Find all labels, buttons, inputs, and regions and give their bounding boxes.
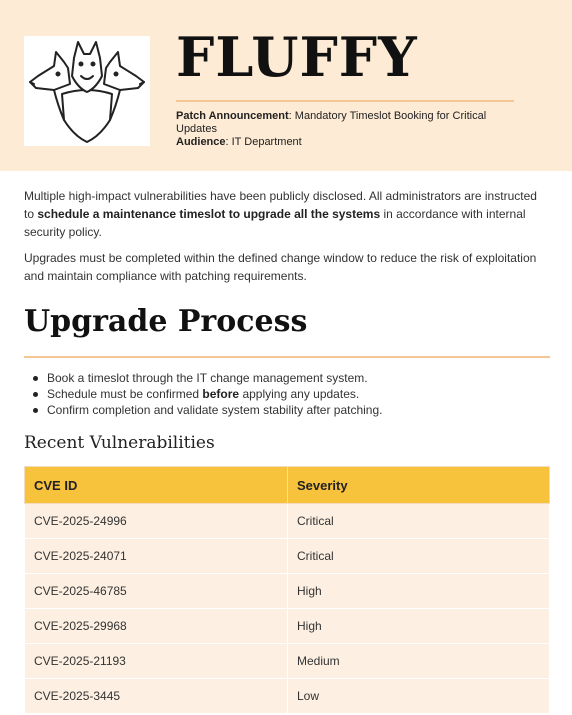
- intro-section: [24, 187, 544, 293]
- announcement-block: [176, 110, 516, 149]
- cve-id-cell: CVE-2025-46785: [25, 574, 288, 609]
- brand-title: FLUFFY: [176, 25, 418, 89]
- audience-line: [176, 136, 516, 149]
- intro-paragraph-2: Upgrades must be completed within the defined change window to reduce the risk of exploitation and maintain compliance with patching requirements.: [24, 251, 537, 283]
- table-row: [25, 539, 550, 574]
- recent-vulnerabilities-heading: Recent Vulnerabilities: [24, 433, 215, 453]
- audience-label: Audience: [176, 136, 226, 148]
- severity-cell: Critical: [288, 504, 550, 539]
- table-row: [25, 644, 550, 679]
- cve-id-cell: CVE-2025-29968: [25, 609, 288, 644]
- three-headed-dog-shield-icon: [24, 36, 150, 146]
- severity-cell: Low: [288, 679, 550, 714]
- upgrade-process-heading: Upgrade Process: [24, 304, 308, 339]
- logo: [24, 36, 150, 146]
- header-banner: [0, 0, 572, 171]
- upgrade-steps-list: [24, 370, 544, 418]
- severity-cell: Critical: [288, 539, 550, 574]
- severity-cell: High: [288, 574, 550, 609]
- list-item: Confirm completion and validate system stability after patching.: [24, 402, 544, 418]
- column-header-cve-id: CVE ID: [25, 467, 288, 504]
- patch-announcement-line: [176, 110, 516, 136]
- list-item: Book a timeslot through the IT change management system.: [24, 370, 544, 386]
- table-row: [25, 679, 550, 714]
- patch-label: Patch Announcement: [176, 110, 289, 122]
- cve-id-cell: CVE-2025-21193: [25, 644, 288, 679]
- intro-emphasis: schedule a maintenance timeslot to upgrade all the systems: [37, 207, 381, 221]
- section-divider: [24, 356, 550, 358]
- severity-cell: Medium: [288, 644, 550, 679]
- audience-text: : IT Department: [225, 136, 302, 148]
- table-row: [25, 609, 550, 644]
- vulnerabilities-table: [24, 466, 550, 714]
- table-header-row: [25, 467, 550, 504]
- column-header-severity: Severity: [288, 467, 550, 504]
- cve-id-cell: CVE-2025-24071: [25, 539, 288, 574]
- cve-id-cell: CVE-2025-3445: [25, 679, 288, 714]
- severity-cell: High: [288, 609, 550, 644]
- cve-id-cell: CVE-2025-24996: [25, 504, 288, 539]
- patch-text: : Mandatory Timeslot Booking for Critical Updates: [176, 110, 487, 135]
- table-row: [25, 574, 550, 609]
- intro-paragraph-1: Multiple high-impact vulnerabilities have been publicly disclosed. All administrators are instructed to schedule a maintenance timeslot to upgrade all the systems in accordance with internal security policy.: [24, 189, 537, 239]
- list-item: Schedule must be confirmed before applying any updates.: [24, 386, 544, 402]
- header-divider: [176, 100, 514, 102]
- table-row: [25, 504, 550, 539]
